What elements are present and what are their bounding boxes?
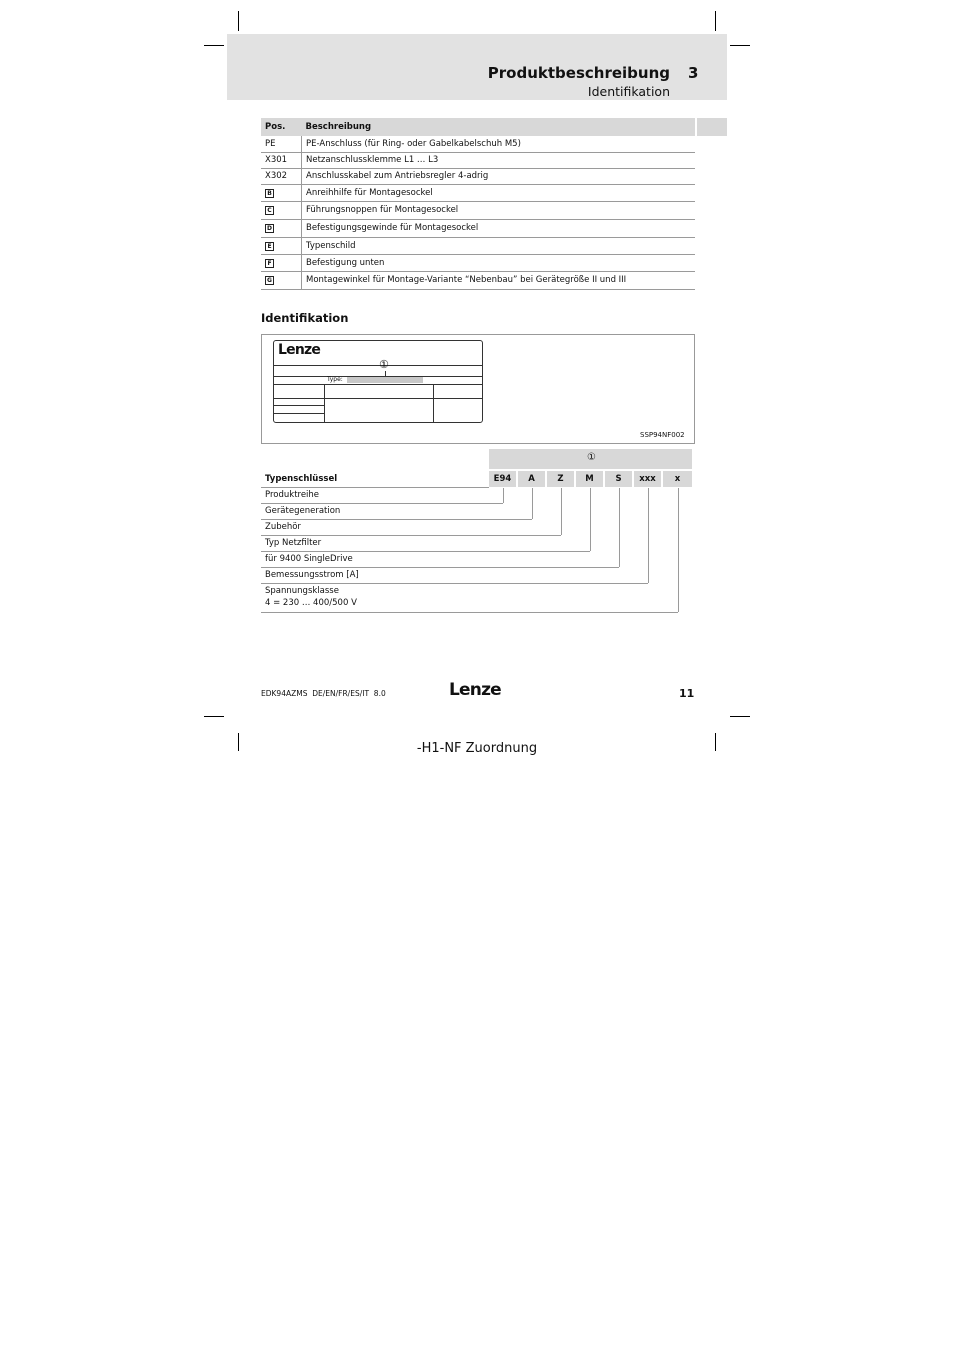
nameplate-line <box>274 398 482 399</box>
type-code-segment: x <box>663 471 692 487</box>
table-cell-pos <box>261 219 302 237</box>
position-label: X302 <box>265 171 288 181</box>
type-code-segment: E94 <box>489 471 516 487</box>
table-cell-pos <box>261 152 302 168</box>
footer-logo: Lenze <box>449 680 501 700</box>
table-cell-description: Befestigung unten <box>302 254 696 271</box>
crop-mark <box>204 716 224 717</box>
type-code-marker: ① <box>587 452 596 463</box>
figure-code: SSP94NF002 <box>640 431 685 439</box>
leader-line <box>561 488 562 535</box>
nameplate-type-field <box>347 377 423 383</box>
type-code-label: für 9400 SingleDrive <box>265 554 353 564</box>
position-letter-box: E <box>265 242 274 251</box>
type-code-segment: S <box>605 471 632 487</box>
voltage-note: 4 = 230 … 400/500 V <box>265 598 357 608</box>
nameplate-line <box>274 365 482 366</box>
leader-line <box>503 488 504 503</box>
table-cell-description: PE-Anschluss (für Ring- oder Gabelkabelschuh M5) <box>302 136 696 152</box>
leader-line <box>619 488 620 567</box>
nameplate-logo: Lenze <box>278 342 321 358</box>
nameplate-line <box>324 384 325 422</box>
nameplate-type-label: Type: <box>327 376 343 383</box>
leader-line <box>261 583 648 584</box>
chapter-title: Produktbeschreibung <box>487 64 670 82</box>
table-cell-pos <box>261 201 302 219</box>
leader-line <box>532 488 533 519</box>
parts-table-body <box>261 136 695 289</box>
table-row <box>261 271 695 289</box>
position-letter-box: D <box>265 224 274 233</box>
type-code-label: Gerätegeneration <box>265 506 341 516</box>
type-code-label: Spannungsklasse <box>265 586 339 596</box>
position-letter-box: G <box>265 276 274 285</box>
table-cell-description: Anschlusskabel zum Antriebsregler 4-adrig <box>302 168 696 184</box>
crop-mark <box>730 45 750 46</box>
table-row <box>261 152 695 168</box>
nameplate-drawing <box>273 340 483 423</box>
margin-tab <box>697 118 727 136</box>
leader-line <box>261 519 532 520</box>
type-code-label: Bemessungsstrom [A] <box>265 570 359 580</box>
table-row <box>261 237 695 254</box>
type-code-segment: xxx <box>634 471 661 487</box>
type-code-segment: A <box>518 471 545 487</box>
nameplate-line <box>274 384 482 385</box>
position-letter-box: F <box>265 259 274 268</box>
leader-line <box>261 612 678 613</box>
table-cell-description: Typenschild <box>302 237 696 254</box>
type-code-segment: M <box>576 471 603 487</box>
column-header-pos: Pos. <box>261 118 302 136</box>
table-row <box>261 201 695 219</box>
chapter-number: 3 <box>688 64 699 82</box>
table-cell-description: Anreihhilfe für Montagesockel <box>302 184 696 201</box>
parts-table <box>261 118 695 290</box>
document-reference: EDK94AZMS DE/EN/FR/ES/IT 8.0 <box>261 689 386 698</box>
type-code-header <box>489 449 692 469</box>
leader-line <box>678 488 679 612</box>
position-letter-box: B <box>265 189 274 198</box>
table-cell-description: Montagewinkel für Montage-Variante “Nebenbau” bei Gerätegröße II und III <box>302 271 696 289</box>
leader-line <box>261 503 503 504</box>
nameplate-line <box>433 384 434 422</box>
nameplate-line <box>274 413 324 414</box>
leader-line <box>261 535 561 536</box>
nameplate-marker: ① <box>379 358 389 371</box>
position-label: X301 <box>265 155 288 165</box>
column-header-description: Beschreibung <box>302 118 696 136</box>
position-letter-box: C <box>265 206 274 215</box>
divider <box>261 487 489 488</box>
table-row <box>261 136 695 152</box>
type-code-label: Produktreihe <box>265 490 320 500</box>
type-code-title: Typenschlüssel <box>265 474 338 484</box>
table-cell-pos <box>261 271 302 289</box>
table-row <box>261 168 695 184</box>
table-cell-pos <box>261 168 302 184</box>
crop-mark <box>238 11 239 31</box>
table-cell-description: Befestigungsgewinde für Montagesockel <box>302 219 696 237</box>
table-cell-pos <box>261 254 302 271</box>
crop-mark <box>715 11 716 31</box>
type-code-label: Zubehör <box>265 522 301 532</box>
crop-mark <box>730 716 750 717</box>
leader-line <box>590 488 591 551</box>
table-cell-description: Netzanschlussklemme L1 … L3 <box>302 152 696 168</box>
crop-mark <box>204 45 224 46</box>
leader-line <box>261 551 590 552</box>
table-row <box>261 184 695 201</box>
table-cell-description: Führungsnoppen für Montagesockel <box>302 201 696 219</box>
leader-line <box>648 488 649 583</box>
position-label: PE <box>265 138 276 149</box>
table-cell-pos <box>261 184 302 201</box>
page-caption: -H1-NF Zuordnung <box>416 741 538 756</box>
page-number: 11 <box>679 687 695 700</box>
section-heading: Identifikation <box>261 311 349 325</box>
table-row <box>261 254 695 271</box>
leader-line <box>261 567 619 568</box>
table-header-row <box>261 118 695 136</box>
table-cell-pos <box>261 237 302 254</box>
table-row <box>261 219 695 237</box>
nameplate-line <box>274 405 324 406</box>
chapter-subtitle: Identifikation <box>587 84 670 99</box>
type-code-label: Typ Netzfilter <box>265 538 322 548</box>
type-code-segment: Z <box>547 471 574 487</box>
table-cell-pos <box>261 136 302 152</box>
